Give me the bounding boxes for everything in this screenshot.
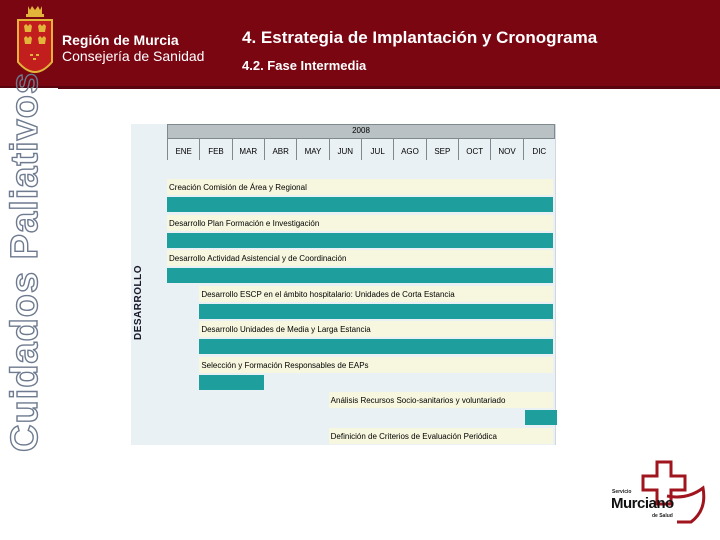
page-title: 4. Estrategia de Implantación y Cronograma xyxy=(242,28,598,47)
task-duration-bar xyxy=(199,304,553,319)
month-label: MAR xyxy=(232,139,264,160)
month-label: ENE xyxy=(167,139,199,160)
month-label: SEP xyxy=(426,139,458,160)
task-duration-bar xyxy=(167,233,553,248)
coat-of-arms-icon xyxy=(14,4,56,82)
phase-label: DESARROLLO xyxy=(133,265,144,340)
month-label: FEB xyxy=(199,139,231,160)
task-label: Selección y Formación Responsables de EAPs xyxy=(201,360,369,370)
page-subtitle: 4.2. Fase Intermedia xyxy=(242,58,367,73)
task-duration-bar xyxy=(199,375,264,390)
month-label: NOV xyxy=(490,139,522,160)
month-label: MAY xyxy=(296,139,328,160)
month-label: JUN xyxy=(329,139,361,160)
task-duration-bar xyxy=(167,268,553,283)
logo-top-text: Servicio xyxy=(612,489,632,495)
task-label: Análisis Recursos Socio-sanitarios y voluntariado xyxy=(330,396,506,405)
task-label: Desarrollo Plan Formación e Investigación xyxy=(169,218,320,228)
task-label: Creación Comisión de Área y Regional xyxy=(169,183,307,192)
month-label: DIC xyxy=(523,139,555,160)
logo-name: Murciano xyxy=(611,495,674,512)
task-duration-bar xyxy=(525,410,557,425)
task-label: Desarrollo Unidades de Media y Larga Estancia xyxy=(201,325,371,334)
side-title: Cuidados Paliativos xyxy=(4,71,46,452)
region-name: Región de Murcia xyxy=(62,32,179,48)
logo-bottom-text: de Salud xyxy=(652,513,673,519)
header-divider xyxy=(0,86,720,89)
task-label: Desarrollo Actividad Asistencial y de Coordinación xyxy=(169,254,347,263)
month-label: ABR xyxy=(264,139,296,160)
year-label: 2008 xyxy=(352,126,370,135)
task-duration-bar xyxy=(199,339,553,354)
task-label: Desarrollo ESCP en el ámbito hospitalario: Unidades de Corta Estancia xyxy=(201,289,455,299)
month-header xyxy=(167,139,555,160)
month-label: OCT xyxy=(458,139,490,160)
region-department: Consejería de Sanidad xyxy=(62,48,205,64)
task-duration-bar xyxy=(167,197,553,212)
task-label: Definición de Criterios de Evaluación Periódica xyxy=(330,431,497,441)
year-header xyxy=(167,124,555,139)
month-label: JUL xyxy=(361,139,393,160)
month-label: AGO xyxy=(393,139,425,160)
